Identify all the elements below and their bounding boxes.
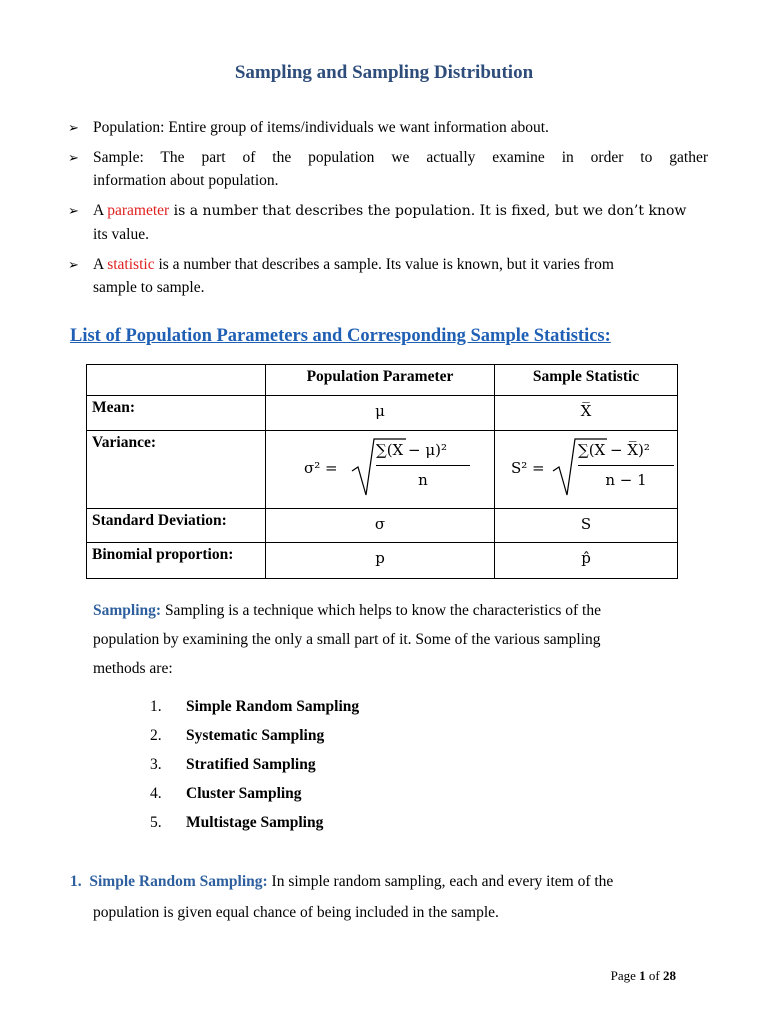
parameters-table — [86, 364, 678, 579]
list-item: 5. Multistage Sampling — [150, 814, 324, 831]
table-row — [87, 509, 678, 543]
sampling-label: Sampling: — [93, 602, 162, 619]
page-number: Page 1 of 28 — [610, 968, 676, 983]
table-header-cell — [87, 365, 266, 396]
statistic-term: statistic — [107, 256, 155, 273]
sampling-methods-list — [150, 698, 359, 843]
page-title: Sampling and Sampling Distribution — [234, 62, 534, 83]
table-header-cell: Population Parameter — [266, 365, 495, 396]
list-item: 4. Cluster Sampling — [150, 785, 302, 802]
table-row — [87, 431, 678, 509]
list-item: ➢ Population: Entire group of items/individuals we want information about. — [68, 116, 708, 139]
arrow-bullet-icon: ➢ — [68, 150, 79, 165]
table-cell: X̅ — [495, 396, 678, 431]
table-cell: μ — [266, 396, 495, 431]
list-item: 3. Stratified Sampling — [150, 756, 316, 773]
table-row — [87, 543, 678, 579]
population-variance-formula: σ² = ∑(X − μ)² n — [266, 431, 494, 503]
list-item: ➢ Sample: The part of the population we actually examine in order to gather information about population. — [68, 146, 708, 192]
sampling-paragraph: Sampling: Sampling is a technique which helps to know the characteristics of the population by examining the only a small part of it. Some of the various sampling methods are: — [93, 602, 601, 677]
list-item: 1. Simple Random Sampling — [150, 698, 360, 715]
arrow-bullet-icon: ➢ — [68, 257, 79, 272]
arrow-bullet-icon: ➢ — [68, 203, 79, 218]
row-label: Variance: — [87, 431, 266, 509]
table-cell: p̂ — [495, 543, 678, 579]
list-item: ➢ A statistic is a number that describes a sample. Its value is known, but it varies from sample to sample. — [68, 253, 708, 299]
list-item: 2. Systematic Sampling — [150, 727, 325, 744]
row-label: Standard Deviation: — [87, 509, 266, 543]
table-cell — [495, 431, 678, 509]
table-header-cell: Sample Statistic — [495, 365, 678, 396]
table-cell: S — [495, 509, 678, 543]
table-header-row — [87, 365, 678, 396]
table-heading: List of Population Parameters and Corresponding Sample Statistics: — [70, 326, 611, 346]
table-cell: σ — [266, 509, 495, 543]
list-item: ➢ A parameter is a number that describes the population. It is fixed, but we don’t know its value. — [68, 199, 708, 246]
definitions-list — [68, 116, 708, 306]
row-label: Binomial proportion: — [87, 543, 266, 579]
row-label: Mean: — [87, 396, 266, 431]
simple-random-sampling-section: 1. Simple Random Sampling: In simple random sampling, each and every item of the population is given equal chance of being included in the sample. — [70, 873, 614, 921]
section-label: Simple Random Sampling: — [89, 873, 268, 890]
table-cell: p — [266, 543, 495, 579]
table-row — [87, 396, 678, 431]
parameter-term: parameter — [107, 202, 170, 219]
arrow-bullet-icon: ➢ — [68, 120, 79, 135]
sample-variance-formula: S² = ∑(X − X̅)² n − 1 — [495, 431, 677, 503]
table-cell — [266, 431, 495, 509]
